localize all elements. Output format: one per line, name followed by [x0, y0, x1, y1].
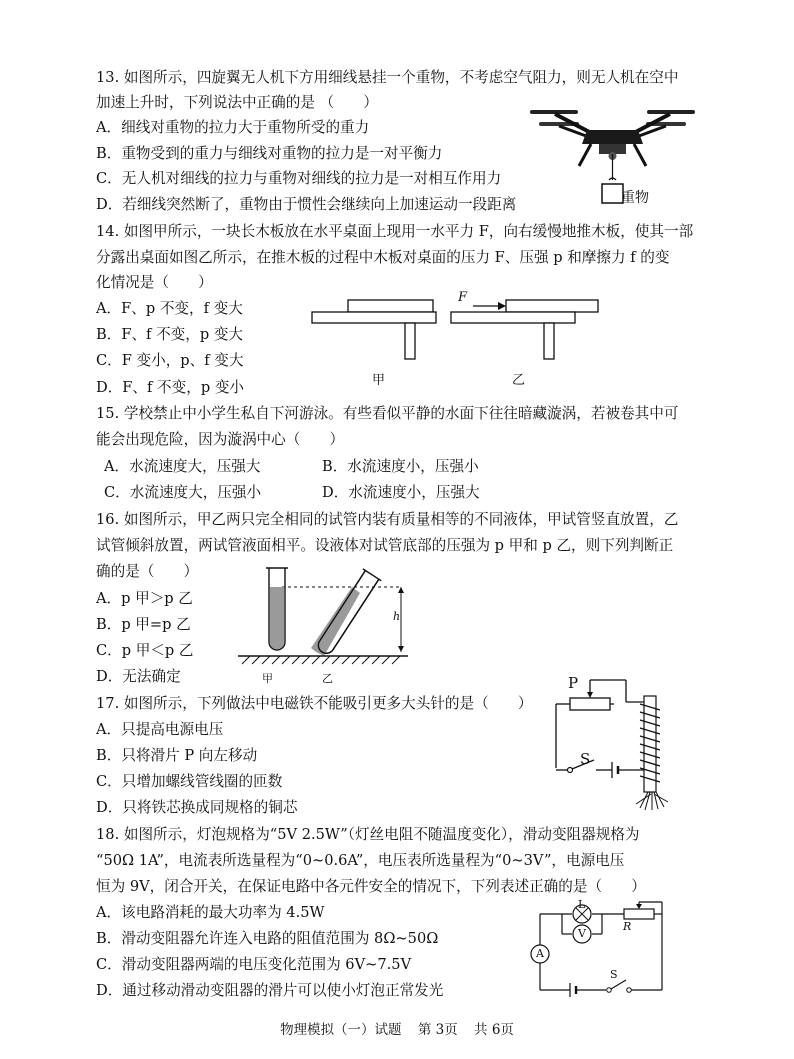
q15-stem-line2: 能会出现危险，因为漩涡中心（ ）	[96, 431, 345, 448]
figure-yi-label: 乙	[512, 373, 526, 388]
q17-option-b: B．只将滑片 P 向左移动	[96, 747, 258, 764]
q14-stem-line2: 分露出桌面如图乙所示，在推木板的过程中木板对桌面的压力 F、压强 p 和摩擦力 f 的变	[96, 249, 670, 266]
q16-stem-line3: 确的是（ ）	[96, 563, 199, 580]
q16-stem-line1: 16. 如图所示，甲乙两只完全相同的试管内装有质量相等的不同液体，甲试管竖直放置，乙	[96, 511, 679, 528]
q16-option-d: D．无法确定	[96, 668, 181, 685]
test-tubes-figure	[236, 560, 416, 668]
q13-stem-line1: 13. 如图所示，四旋翼无人机下方用细线悬挂一个重物，不考虑空气阻力，则无人机在空中	[96, 69, 679, 86]
q18-stem-line3: 恒为 9V，闭合开关，在保证电路中各元件安全的情况下，下列表述正确的是（ ）	[96, 878, 646, 895]
q15-stem-line1: 15. 学校禁止中小学生私自下河游泳。有些看似平静的水面下往往暗藏漩涡，若被卷其中可	[96, 405, 679, 422]
q15-option-d: D．水流速度小，压强大	[322, 484, 480, 501]
q17-option-d: D．只将铁芯换成同规格的铜芯	[96, 799, 298, 816]
q18-option-c: C．滑动变阻器两端的电压变化范围为 6V~7.5V	[96, 956, 412, 973]
q14-stem-line1: 14. 如图甲所示，一块长木板放在水平桌面上现用一水平力 F，向右缓慢地推木板，使其一部	[96, 223, 694, 240]
lamp-l-label: L	[578, 898, 586, 911]
weight-label: 重物	[621, 190, 649, 206]
q14-option-c: C．F 变小，p、f 变大	[96, 352, 244, 369]
q16-option-c: C．p 甲＜p 乙	[96, 642, 194, 659]
slider-p-label: P	[568, 674, 579, 692]
q14-option-d: D．F、f 不变，p 变小	[96, 379, 245, 396]
q14-option-b: B．F、f 不变，p 变大	[96, 326, 244, 343]
q15-option-a: A．水流速度大，压强大	[104, 458, 261, 475]
q18-option-a: A．该电路消耗的最大功率为 4.5W	[96, 904, 325, 921]
q14-option-a: A．F、p 不变，f 变大	[96, 300, 243, 317]
q18-option-d: D．通过移动滑动变阻器的滑片可以使小灯泡正常发光	[96, 982, 444, 999]
height-label: h	[393, 610, 401, 623]
q15-option-c: C．水流速度大，压强小	[104, 484, 262, 501]
force-label: F	[458, 290, 468, 305]
q18-stem-line1: 18. 如图所示，灯泡规格为“5V 2.5W”（灯丝电阻不随温度变化），滑动变阻器规格为	[96, 826, 640, 843]
board-table-figure	[310, 290, 600, 390]
q18-stem-line2: “50Ω 1A”，电流表所选量程为“0~0.6A”，电压表所选量程为“0~3V”，电源电压	[96, 852, 625, 869]
tube-yi-label: 乙	[322, 672, 333, 685]
lamp-circuit-figure	[522, 898, 672, 1000]
q13-option-a: A．细线对重物的拉力大于重物所受的重力	[96, 119, 370, 136]
q13-stem-line2: 加速上升时，下列说法中正确的是 （ ）	[96, 94, 378, 111]
switch-s-label: S	[580, 750, 591, 768]
q17-option-a: A．只提高电源电压	[96, 721, 224, 738]
q13-option-c: C．无人机对细线的拉力与重物对细线的拉力是一对相互作用力	[96, 170, 502, 187]
footer-total: 共 6页	[474, 1022, 514, 1038]
ammeter-a-label: A	[536, 947, 544, 960]
footer-subject: 物理模拟（一）试题	[280, 1022, 402, 1038]
q15-option-b: B．水流速度小，压强小	[322, 458, 479, 475]
q18-option-b: B．滑动变阻器允许连入电路的阻值范围为 8Ω~50Ω	[96, 930, 439, 947]
q16-option-a: A．p 甲＞p 乙	[96, 590, 193, 607]
footer-page: 第 3页	[417, 1022, 458, 1038]
rheostat-r-label: R	[623, 920, 632, 933]
page-footer	[0, 1018, 794, 1038]
figure-jia-label: 甲	[372, 373, 386, 388]
tube-jia-label: 甲	[262, 672, 273, 685]
voltmeter-v-label: V	[578, 927, 586, 940]
q16-stem-line2: 试管倾斜放置，两试管液面相平。设液体对试管底部的压强为 p 甲和 p 乙，则下列判断正	[96, 537, 674, 554]
q14-stem-line3: 化情况是（ ）	[96, 274, 213, 291]
q13-option-b: B．重物受到的重力与细线对重物的拉力是一对平衡力	[96, 145, 443, 162]
q17-stem-line1: 17. 如图所示，下列做法中电磁铁不能吸引更多大头针的是（ ）	[96, 695, 533, 712]
q17-option-c: C．只增加螺线管线圈的匝数	[96, 773, 283, 790]
drone-figure	[525, 104, 700, 210]
q13-option-d: D．若细线突然断了，重物由于惯性会继续向上加速运动一段距离	[96, 196, 517, 213]
q16-option-b: B．p 甲=p 乙	[96, 616, 191, 633]
switch-s-label-18: S	[610, 968, 618, 981]
